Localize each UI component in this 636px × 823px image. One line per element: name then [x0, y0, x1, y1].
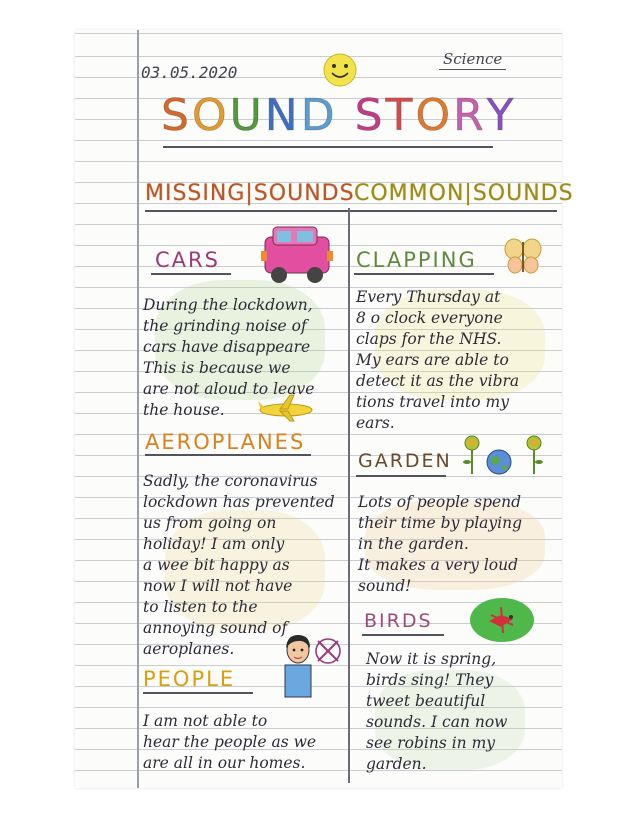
- text-line: lockdown has prevented: [143, 493, 335, 511]
- cars-heading: CARS: [155, 248, 220, 272]
- text-line: During the lockdown,: [143, 296, 313, 314]
- text-line: Now it is spring,: [366, 650, 497, 668]
- title-letter: D: [300, 90, 338, 141]
- text-line: This is because we: [143, 359, 291, 377]
- text-line: It makes a very loud: [358, 556, 519, 574]
- text-line: are all in our homes.: [143, 754, 306, 772]
- text-line: birds sing! They: [366, 671, 494, 689]
- butterfly-icon: [503, 236, 543, 276]
- flower-icon: [461, 434, 483, 476]
- text-line: My ears are able to: [356, 351, 509, 369]
- text-line: Lots of people spend: [358, 493, 522, 511]
- text-line: see robins in my: [366, 734, 496, 752]
- garden-heading: GARDEN: [358, 450, 452, 472]
- margin-line: [137, 30, 139, 788]
- aeroplanes-heading: AEROPLANES: [145, 430, 306, 454]
- birds-heading: BIRDS: [364, 610, 433, 632]
- page-title: [161, 90, 517, 141]
- text-line: the grinding noise of: [143, 317, 307, 335]
- section-underline: [145, 454, 311, 456]
- people-heading: PEOPLE: [143, 667, 236, 691]
- yellow-plane-icon: [256, 393, 318, 423]
- title-letter: O: [415, 90, 454, 141]
- notebook-page: [75, 30, 574, 788]
- text-line: to listen to the: [143, 598, 258, 616]
- text-line: Every Thursday at: [356, 288, 501, 306]
- text-line: in the garden.: [358, 535, 469, 553]
- text-line: claps for the NHS.: [356, 330, 502, 348]
- text-line: are not aloud to leave: [143, 380, 315, 398]
- title-letter: N: [264, 90, 301, 141]
- text-line: tweet beautiful: [366, 692, 486, 710]
- person-face-icon: [281, 632, 315, 698]
- text-line: us from going on: [143, 514, 277, 532]
- text-line: 8 o clock everyone: [356, 309, 503, 327]
- flower-icon: [523, 434, 545, 476]
- text-line: detect it as the vibra: [356, 372, 520, 390]
- globe-icon: [485, 448, 513, 476]
- title-letter: Y: [486, 90, 517, 141]
- text-line: ears.: [356, 414, 395, 432]
- title-underline: [163, 146, 493, 148]
- text-line: hear the people as we: [143, 733, 317, 751]
- title-letter: O: [191, 90, 230, 141]
- title-letter: R: [453, 90, 487, 141]
- bird-icon: [467, 595, 537, 645]
- subject-label: Science: [439, 50, 506, 70]
- date-label: 03.05.2020: [141, 63, 238, 82]
- common-sounds-heading: COMMON|SOUNDS: [354, 181, 574, 206]
- text-line: the house.: [143, 401, 225, 419]
- text-line: sound!: [358, 577, 412, 595]
- title-letter: S: [354, 90, 386, 141]
- garden-paragraph: [358, 492, 563, 597]
- text-line: aeroplanes.: [143, 640, 235, 658]
- section-underline: [151, 273, 231, 275]
- text-line: Sadly, the coronavirus: [143, 472, 318, 490]
- clapping-heading: CLAPPING: [356, 248, 477, 272]
- text-line: now I will not have: [143, 577, 293, 595]
- missing-sounds-heading: MISSING|SOUNDS: [145, 181, 355, 206]
- title-letter: T: [385, 90, 416, 141]
- people-paragraph: [143, 711, 357, 774]
- text-line: I am not able to: [143, 712, 268, 730]
- birds-paragraph: [366, 649, 566, 775]
- text-line: sounds. I can now: [366, 713, 508, 731]
- title-letter: [338, 90, 355, 141]
- pink-car-icon: [261, 223, 335, 287]
- section-underline: [143, 692, 253, 694]
- text-line: their time by playing: [358, 514, 523, 532]
- aeroplanes-paragraph: [143, 471, 353, 660]
- clapping-paragraph: [356, 287, 561, 434]
- section-underline: [356, 475, 446, 477]
- text-line: holiday! I am only: [143, 535, 285, 553]
- section-underline: [354, 273, 494, 275]
- text-line: tions travel into my: [356, 393, 509, 411]
- text-line: cars have disappeare: [143, 338, 311, 356]
- cars-paragraph: [143, 295, 353, 421]
- section-underline: [362, 634, 444, 636]
- title-letter: S: [161, 90, 192, 141]
- column-heading-underline: [145, 210, 557, 212]
- text-line: a wee bit happy as: [143, 556, 290, 574]
- smiley-face-icon: [322, 52, 358, 88]
- text-line: annoying sound of: [143, 619, 288, 637]
- text-line: garden.: [366, 755, 427, 773]
- title-letter: U: [229, 90, 265, 141]
- crossed-out-x-icon: [313, 636, 343, 666]
